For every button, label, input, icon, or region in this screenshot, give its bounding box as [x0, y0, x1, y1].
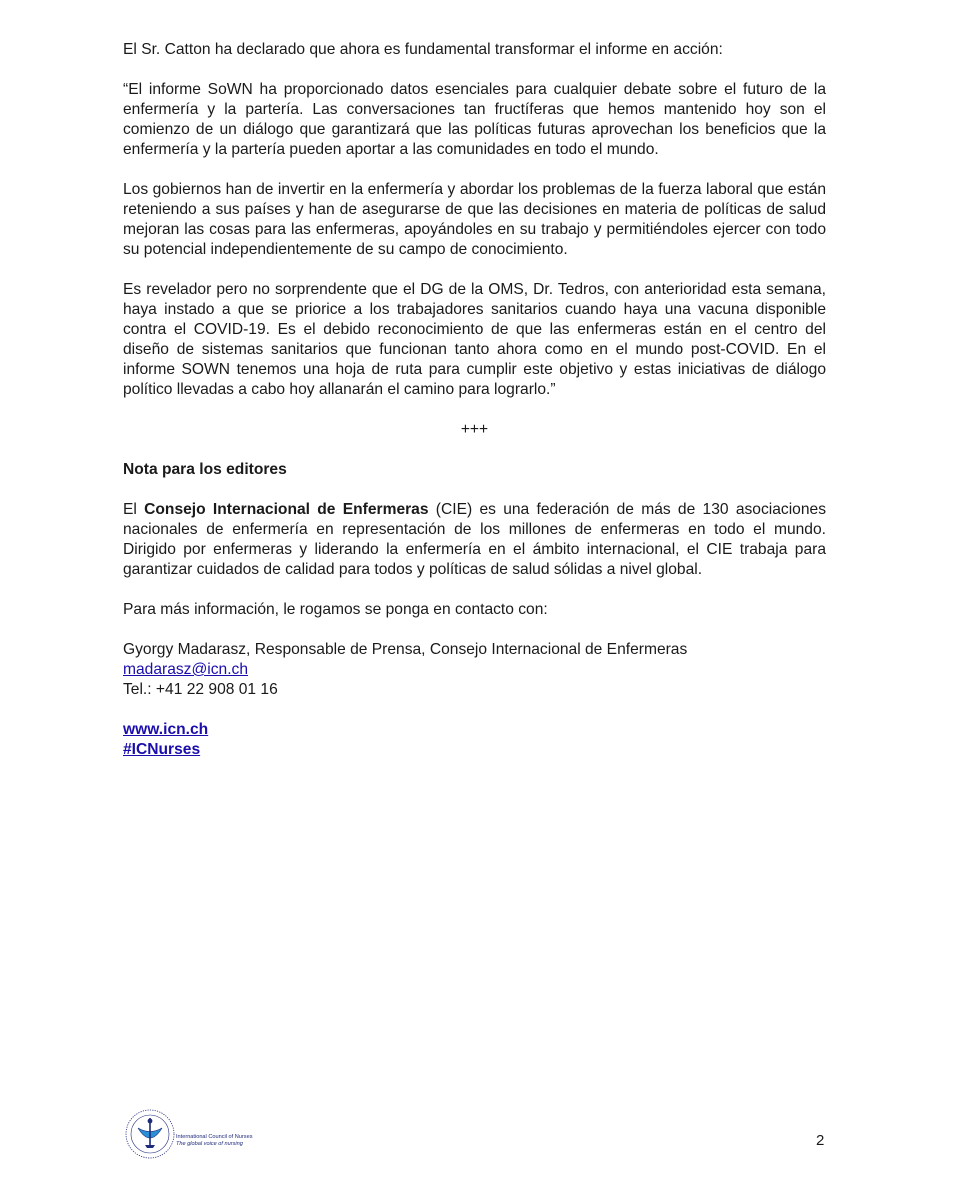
about-prefix: El [123, 501, 145, 518]
icn-emblem-icon [124, 1108, 176, 1160]
paragraph-intro: El Sr. Catton ha declarado que ahora es fundamental transformar el informe en acción: [123, 41, 723, 58]
paragraph-quote-3: Es revelador pero no sorprendente que el DG de la OMS, Dr. Tedros, con anterioridad esta semana, haya instado a que se priorice a los trabajadores sanitarios cuando haya una vacuna disponible contra el COVID-19. Es el debido reconocimiento de que las enfermeras están en el centro del diseño de sistemas sanitarios que funcionan tanto ahora como en el mundo post-COVID. En el informe SOWN tenemos una hoja de ruta para cumplir este objetivo y estas iniciativas de diálogo político llevadas a cabo hoy allanarán el camino para lograrlo.” [123, 281, 826, 398]
website-link[interactable]: www.icn.ch [123, 721, 209, 738]
contact-name: Gyorgy Madarasz, Responsable de Prensa, Consejo Internacional de Enfermeras [123, 641, 688, 658]
notes-heading: Nota para los editores [123, 461, 287, 478]
about-description: (CIE) es una federación de más de 130 asociaciones nacionales de enfermería en representación de los millones de enfermeras en todo el mundo. Dirigido por enfermeras y liderando la enfermería en el ámbito internacional, el CIE trabaja para garantizar cuidados de calidad para todos y políticas de salud sólidas a nivel global. [123, 501, 826, 578]
footer-tagline: The global voice of nursing [176, 1141, 243, 1147]
footer-org-name: International Council of Nurses [176, 1134, 253, 1140]
hashtag-link[interactable]: #ICNurses [123, 741, 201, 758]
paragraph-quote-2: Los gobiernos han de invertir en la enfermería y abordar los problemas de la fuerza laboral que están reteniendo a sus países y han de asegurarse de que las decisiones en materia de políticas de salud mejoran las cosas para las enfermeras, apoyándoles en su trabajo y permitiéndoles ejercer con todo su potencial independientemente de su campo de conocimiento. [123, 181, 826, 258]
about-organization-name: Consejo Internacional de Enfermeras [144, 501, 429, 518]
contact-phone: Tel.: +41 22 908 01 16 [123, 681, 278, 698]
page-number: 2 [816, 1132, 825, 1149]
paragraph-about-icn [123, 500, 826, 580]
paragraph-quote-1: “El informe SoWN ha proporcionado datos esenciales para cualquier debate sobre el futuro de la enfermería y la partería. Las conversaciones tan fructíferas que hemos mantenido hoy son el comienzo de un diálogo que garantizará que las políticas futuras aprovechan los beneficios que la enfermería y la partería pueden aportar a las comunidades en todo el mundo. [123, 81, 826, 158]
contact-block [123, 640, 826, 700]
document-body [123, 40, 826, 780]
footer-logo-text [176, 1134, 253, 1148]
section-separator: +++ [460, 421, 489, 438]
paragraph-more-info: Para más información, le rogamos se ponga en contacto con: [123, 601, 548, 618]
links-block [123, 720, 826, 760]
contact-email-link[interactable]: madarasz@icn.ch [123, 661, 249, 678]
footer-logo [124, 1108, 384, 1168]
